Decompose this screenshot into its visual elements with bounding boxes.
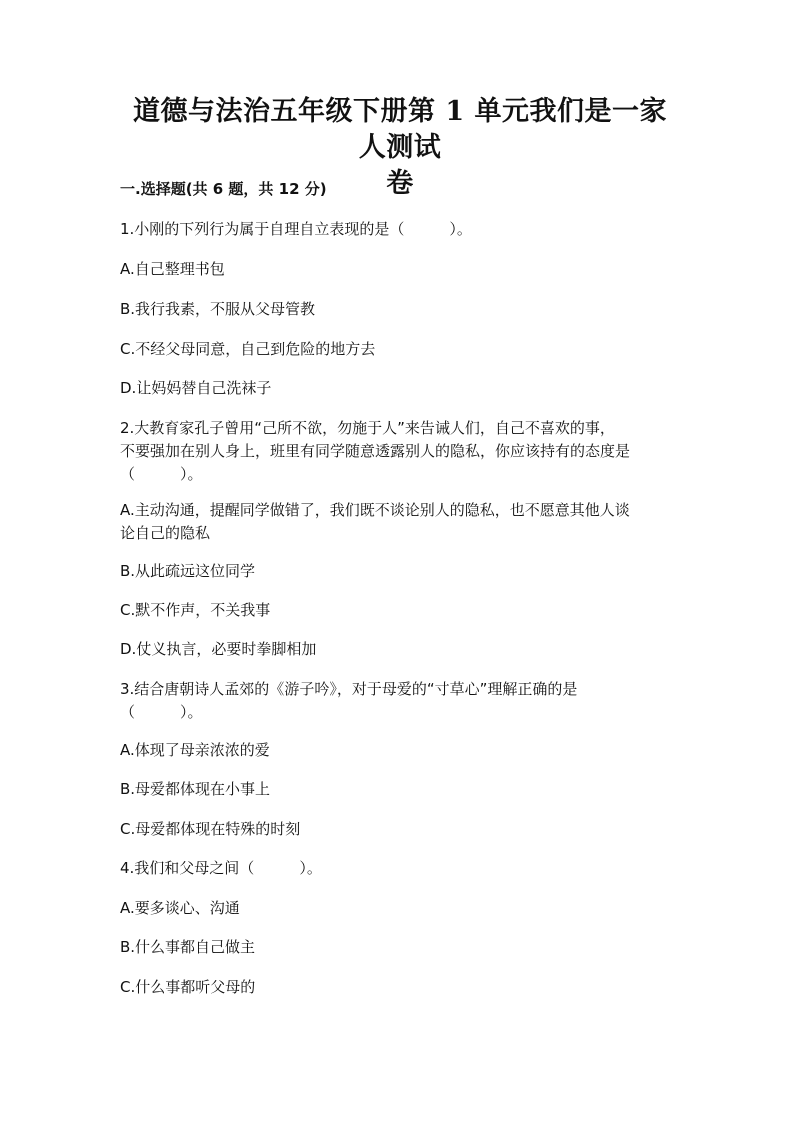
question-1-stem: 1.小刚的下列行为属于自理自立表现的是（ ）。: [120, 220, 472, 238]
question-3-stem-line-1: 3.结合唐朝诗人孟郊的《游子吟》，对于母爱的“寸草心”理解正确的是: [120, 680, 578, 698]
question-4-option-a: A.要多谈心、沟通: [120, 899, 240, 917]
question-1-option-a: A.自己整理书包: [120, 260, 225, 278]
question-3-option-b: B.母爱都体现在小事上: [120, 780, 271, 798]
question-1-option-d: D.让妈妈替自己洗袜子: [120, 379, 272, 397]
question-4-option-c: C.什么事都听父母的: [120, 978, 256, 996]
question-2-stem-line-2: 不要强加在别人身上，班里有同学随意透露别人的隐私，你应该持有的态度是: [120, 442, 631, 460]
question-1-option-c: C.不经父母同意，自己到危险的地方去: [120, 340, 376, 358]
question-2-option-b: B.从此疏远这位同学: [120, 562, 256, 580]
question-1-option-b: B.我行我素，不服从父母管教: [120, 300, 316, 318]
question-2-option-c: C.默不作声，不关我事: [120, 601, 271, 619]
question-2-option-d: D.仗义执言，必要时拳脚相加: [120, 640, 317, 658]
question-4-stem: 4.我们和父母之间（ ）。: [120, 859, 322, 877]
question-2-stem-line-3: （ ）。: [120, 465, 203, 483]
question-2-stem-line-1: 2.大教育家孔子曾用“己所不欲，勿施于人”来告诫人们，自己不喜欢的事，: [120, 419, 615, 437]
question-2-option-a-line-1: A.主动沟通，提醒同学做错了，我们既不谈论别人的隐私，也不愿意其他人谈: [120, 501, 630, 519]
question-3-option-c: C.母爱都体现在特殊的时刻: [120, 820, 301, 838]
question-3-stem-line-2: （ ）。: [120, 703, 203, 721]
title-line-2: 卷: [386, 168, 414, 199]
section-header: 一.选择题(共 6 题，共 12 分): [120, 180, 327, 198]
title-line-1: 道德与法治五年级下册第 1 单元我们是一家人测试: [132, 96, 668, 163]
question-2-option-a-line-2: 论自己的隐私: [120, 524, 211, 542]
question-4-option-b: B.什么事都自己做主: [120, 938, 256, 956]
question-3-option-a: A.体现了母亲浓浓的爱: [120, 741, 270, 759]
